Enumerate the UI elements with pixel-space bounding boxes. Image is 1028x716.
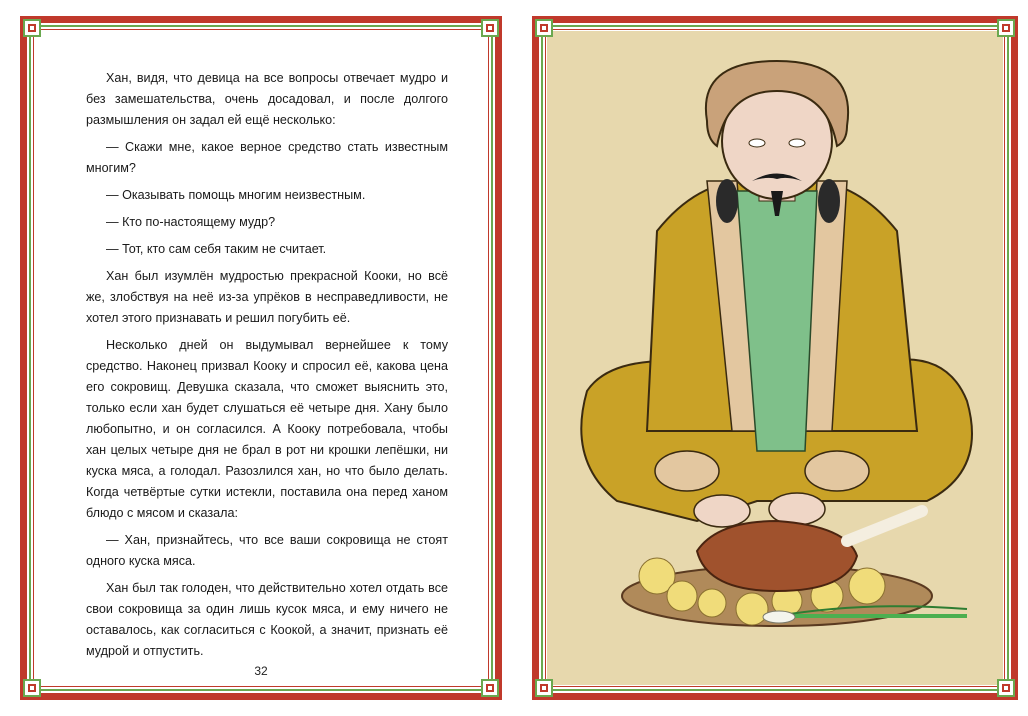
paragraph: — Тот, кто сам себя таким не считает.: [106, 242, 327, 256]
corner-ornament: [997, 19, 1015, 37]
meat: [697, 521, 857, 591]
paragraph: Хан был так голоден, что действительно хотел отдать все свои сокровища за один лишь кусок мяса, и ему ничего не оставалось, как согласиться с Коокой, а значит, признать её мудрой и отпустить.: [86, 581, 448, 658]
paragraph: Несколько дней он выдумывал вернейшее к тому средство. Наконец призвал Кооку и спросил её, какова цена его сокровищ. Девушка сказала, что сможет выяснить это, только если хан будет слушаться её четыре дня. Хану было любопытно, и он согласился. А Кооку потребовала, чтобы хан целых четыре дня не брал в рот ни крошки лепёшки, ни куска мяса, а голодал. Разозлился хан, но что было делать. Когда четвёртые сутки истекли, поставила она перед ханом блюдо с мясом и сказала:: [86, 338, 448, 520]
paragraph: Хан, видя, что девица на все вопросы отвечает мудро и без замешательства, очень досадовал, и после долгого размышления он задал ей ещё несколько:: [86, 71, 448, 127]
corner-ornament: [481, 679, 499, 697]
onion-bulb: [763, 611, 795, 623]
paragraph: — Кто по-настоящему мудр?: [106, 215, 276, 229]
eye: [789, 139, 805, 147]
paragraph: — Хан, признайтесь, что все ваши сокровища не стоят одного куска мяса.: [86, 533, 448, 568]
potato: [698, 589, 726, 617]
paragraph: — Скажи мне, какое верное средство стать известным многим?: [86, 140, 448, 175]
hand: [694, 495, 750, 527]
bone: [847, 511, 922, 541]
page-number: 32: [254, 664, 268, 678]
paragraph: Хан был изумлён мудростью прекрасной Кооки, но всё же, злобствуя на неё из-за упрёков в несправедливости, не хотел этого признавать и решил погубить её.: [86, 269, 448, 325]
left-page: [20, 16, 502, 700]
fur-cuff: [805, 451, 869, 491]
eye: [749, 139, 765, 147]
fur-cuff: [655, 451, 719, 491]
right-page: [532, 16, 1018, 700]
khan-illustration: [547, 31, 1003, 685]
corner-ornament: [997, 679, 1015, 697]
corner-ornament: [23, 19, 41, 37]
corner-ornament: [481, 19, 499, 37]
corner-ornament: [535, 19, 553, 37]
illustration: [547, 31, 1003, 685]
potato: [736, 593, 768, 625]
paragraph: — Оказывать помощь многим неизвестным.: [106, 188, 366, 202]
braid: [818, 179, 840, 223]
corner-ornament: [23, 679, 41, 697]
potato: [849, 568, 885, 604]
braid: [716, 179, 738, 223]
potato: [667, 581, 697, 611]
story-text: [86, 68, 448, 668]
corner-ornament: [535, 679, 553, 697]
